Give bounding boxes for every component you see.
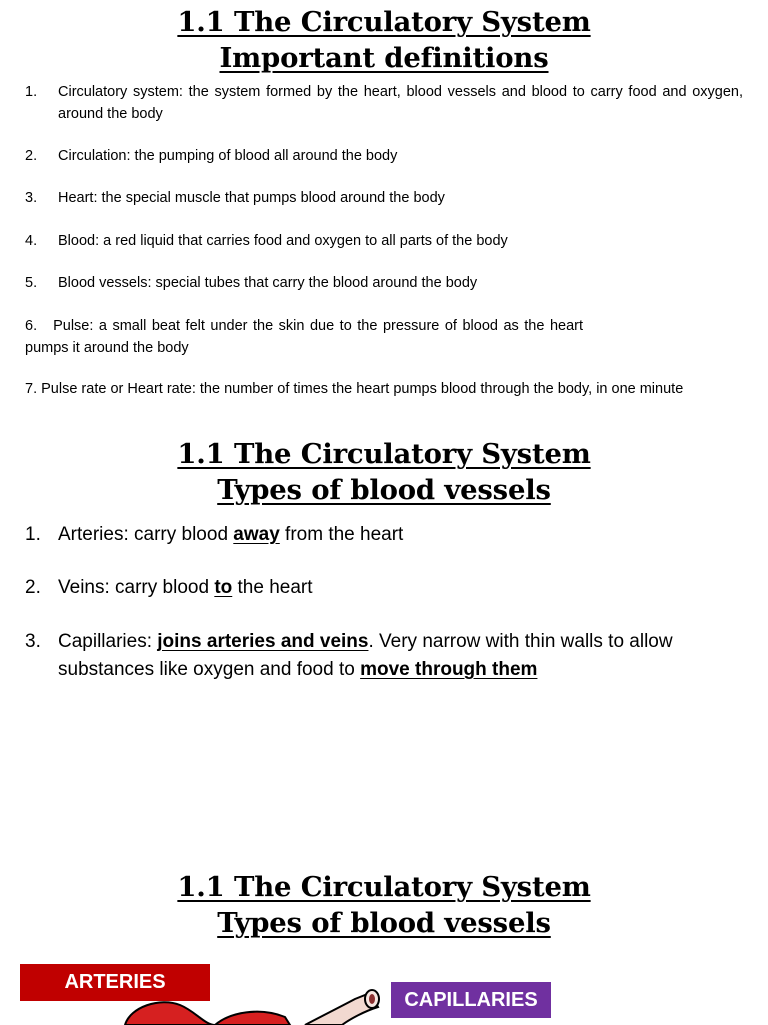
vessel-text (58, 628, 728, 684)
slide-vessel-types (0, 436, 768, 696)
vessel-text (58, 521, 728, 549)
definition-number: 7. (25, 381, 38, 397)
definition-number: 6. (25, 318, 38, 334)
slide-title (0, 869, 768, 941)
vessel-text-pre: Capillaries: (58, 631, 158, 652)
definition-text: Heart: the special muscle that pumps blood around the body (58, 190, 445, 206)
vessel-number: 1. (25, 524, 41, 545)
slide-vessel-diagram (0, 869, 768, 1024)
definition-item (25, 315, 583, 359)
title-line-1: 1.1 The Circulatory System (177, 871, 591, 903)
definition-number: 1. (25, 84, 38, 100)
vessel-item-veins (25, 574, 728, 602)
definition-item (25, 81, 743, 125)
artery-shape (125, 1002, 215, 1025)
slide-definitions (0, 4, 768, 424)
definition-number: 2. (25, 148, 38, 164)
capillaries-label: CAPILLARIES (391, 982, 551, 1018)
definition-text: Circulatory system: the system formed by the heart, blood vessels and blood to carry food and oxygen, around the body (58, 84, 743, 122)
capillary-lumen (369, 994, 375, 1004)
vessel-number: 2. (25, 577, 41, 598)
title-line-2: Types of blood vessels (217, 907, 551, 939)
vessel-text-post: . Very narrow with thin walls to allow substances like oxygen and food to (58, 631, 673, 680)
vessel-text-post: from the heart (279, 524, 404, 545)
definition-item (25, 187, 743, 209)
definition-number: 5. (25, 275, 38, 291)
definition-item (25, 230, 743, 252)
definition-number: 4. (25, 233, 38, 249)
vessel-text-pre: Veins: carry blood (58, 577, 215, 598)
slide-title (0, 436, 768, 508)
vessel-text-pre: Arteries: carry blood (58, 524, 234, 545)
slide-title (0, 4, 768, 76)
arteries-label: ARTERIES (20, 964, 210, 1001)
vessel-emphasis: to (214, 577, 233, 598)
vessel-emphasis: joins arteries and veins (157, 631, 369, 652)
vessel-emphasis: away (233, 524, 280, 545)
definition-body: Pulse: a small beat felt under the skin due to the pressure of blood as the heart pumps it around the body (25, 318, 583, 356)
artery-branch (215, 1012, 290, 1025)
definition-text (25, 315, 583, 359)
vessel-item-capillaries (25, 628, 728, 684)
definition-text: Blood vessels: special tubes that carry the blood around the body (58, 275, 478, 291)
title-line-2: Important definitions (219, 42, 549, 74)
vessel-number: 3. (25, 631, 41, 652)
definition-item (25, 272, 743, 294)
definition-body: Pulse rate or Heart rate: the number of times the heart pumps blood through the body, in one minute (41, 381, 684, 397)
vessel-text-post: the heart (232, 577, 313, 598)
definition-item (25, 145, 743, 167)
definition-text: Circulation: the pumping of blood all around the body (58, 148, 398, 164)
definition-item (25, 378, 743, 400)
definition-text (25, 378, 743, 400)
definition-text: Blood: a red liquid that carries food and oxygen to all parts of the body (58, 233, 508, 249)
title-line-2: Types of blood vessels (217, 474, 551, 506)
title-line-1: 1.1 The Circulatory System (177, 6, 591, 38)
vessel-item-arteries (25, 521, 728, 549)
title-line-1: 1.1 The Circulatory System (177, 438, 591, 470)
definition-number: 3. (25, 190, 38, 206)
vessel-text (58, 574, 728, 602)
vessel-emphasis: move through them (360, 659, 538, 680)
